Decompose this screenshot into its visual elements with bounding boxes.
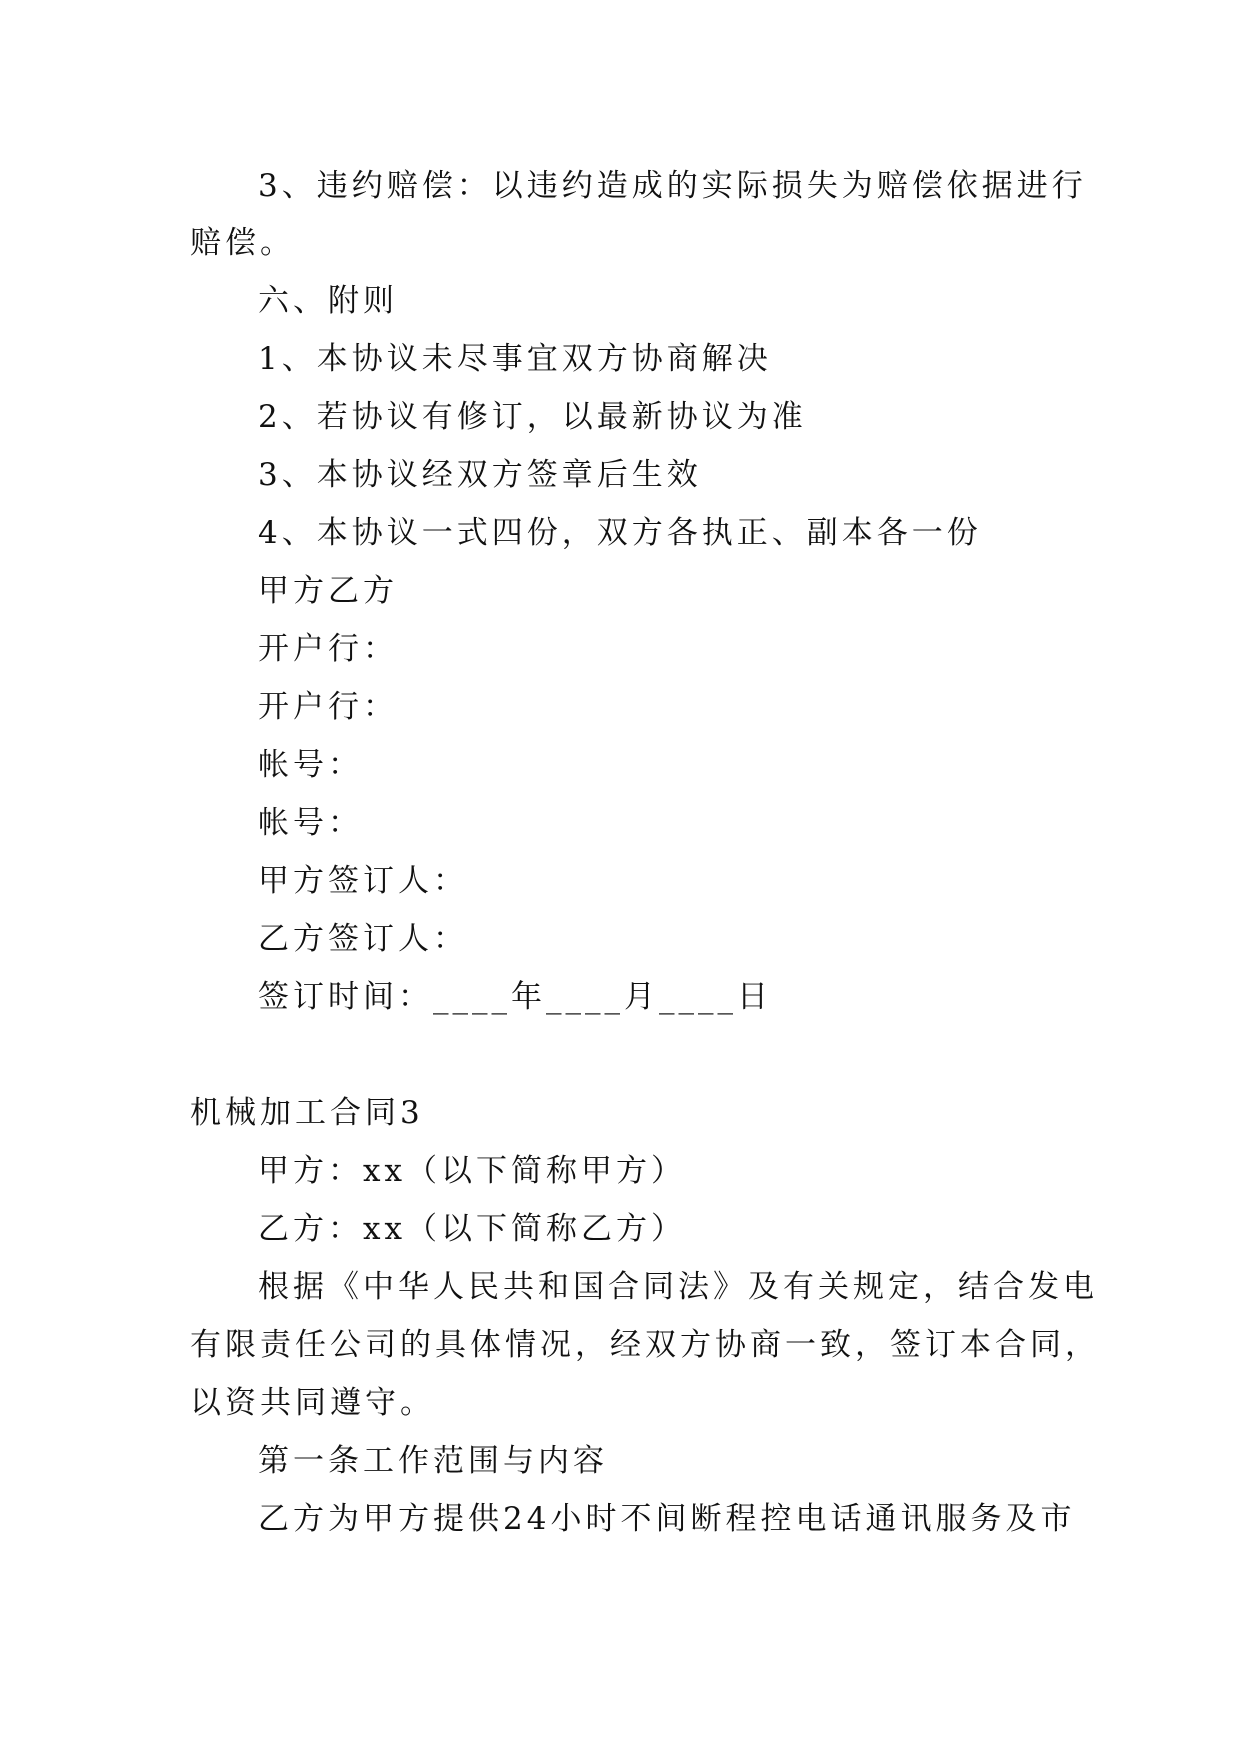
account-label: 帐号： [258, 805, 363, 841]
list-item: 1、本协议未尽事宜双方协商解决 [258, 341, 772, 377]
signatory-label: 甲方签订人： [258, 863, 468, 899]
article-heading: 第一条工作范围与内容 [258, 1443, 608, 1479]
paragraph-line: 3、违约赔偿：以违约造成的实际损失为赔偿依据进行 [258, 168, 1087, 204]
list-item: 4、本协议一式四份，双方各执正、副本各一份 [258, 515, 982, 551]
paragraph-line: 以资共同遵守。 [190, 1385, 435, 1421]
account-label: 帐号： [258, 747, 363, 783]
bank-label: 开户行： [258, 631, 398, 667]
list-item: 3、本协议经双方签章后生效 [258, 457, 702, 493]
bank-label: 开户行： [258, 689, 398, 725]
paragraph-line: 根据《中华人民共和国合同法》及有关规定，结合发电 [258, 1269, 1098, 1305]
paragraph-line: 乙方为甲方提供24小时不间断程控电话通讯服务及市 [258, 1501, 1076, 1537]
signatory-label: 乙方签订人： [258, 921, 468, 957]
party-a-line: 甲方：xx（以下简称甲方） [258, 1153, 686, 1189]
paragraph-line: 赔偿。 [190, 225, 295, 261]
paragraph-line: 有限责任公司的具体情况，经双方协商一致，签订本合同， [190, 1327, 1100, 1363]
section-heading: 六、附则 [258, 283, 398, 319]
list-item: 2、若协议有修订，以最新协议为准 [258, 399, 807, 435]
signing-date-label: 签订时间：____年____月____日 [258, 979, 772, 1015]
contract-title: 机械加工合同3 [190, 1095, 424, 1131]
party-labels: 甲方乙方 [258, 573, 398, 609]
party-b-line: 乙方：xx（以下简称乙方） [258, 1211, 686, 1247]
